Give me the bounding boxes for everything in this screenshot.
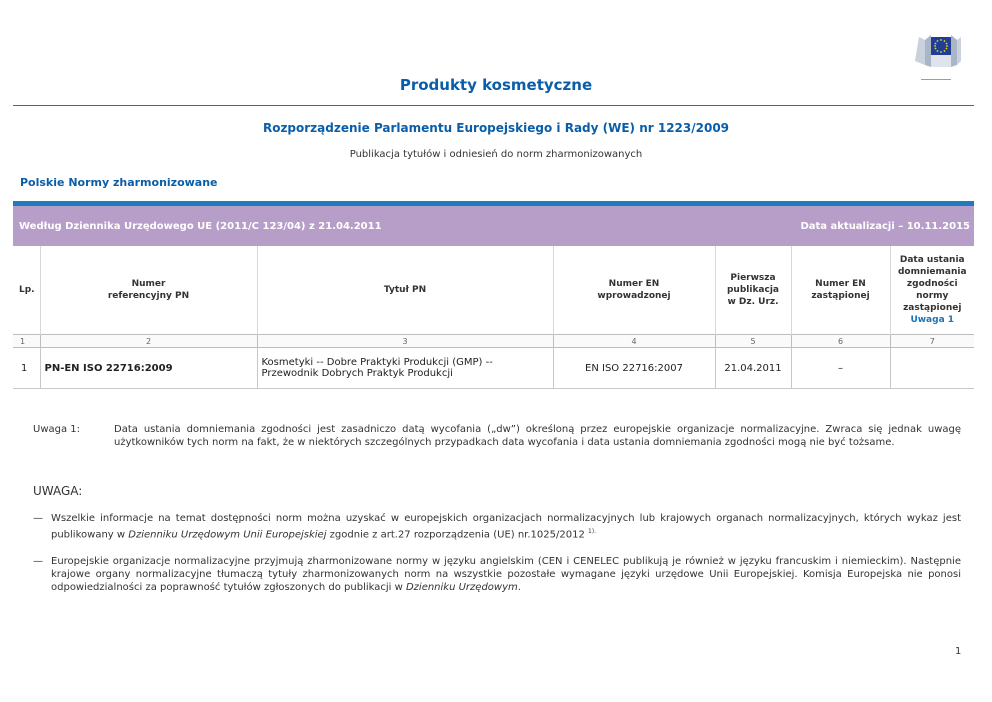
table-header-row [13, 246, 974, 335]
regulation-title: Rozporządzenie Parlamentu Europejskiego i Rady (WE) nr 1223/2009 [262, 121, 730, 135]
eu-commission-logo-icon [913, 31, 963, 71]
column-number: 3 [257, 335, 553, 348]
page-number: 1 [955, 646, 962, 657]
col-header-first-publication: Pierwsza publikacja w Dz. Urz. [715, 246, 791, 335]
bullet-dash: — [33, 513, 43, 524]
table-header-band [13, 206, 974, 246]
note-1-label: Uwaga 1: [33, 424, 81, 435]
notice-text-2: Europejskie organizacje normalizacyjne przyjmują zharmonizowane normy w języku angielskim (CEN i CENELEC publikują je również w języku francuskim i niemieckim). Następnie krajowe organy normalizacyjne tłumaczą tytuły zharmonizowanych norm na wszystkie pozostałe wymagane języki urzędowe Unii Europejskiej. Komisja Europejska nie ponosi odpowiedzialności za poprawność tytułów zgłoszonych do publikacji w Dzienniku Urzędowym. [51, 556, 961, 593]
section-title: Polskie Normy zharmonizowane [20, 176, 218, 189]
notice-text-1: Wszelkie informacje na temat dostępności norm można uzyskać w europejskich organizacjach normalizacyjnych lub krajowych organach normalizacyjnych, których wykaz jest publikowany w Dzienniku Urzędowym Unii Europejskiej zgodnie z art.27 rozporządzenia (UE) nr.1025/2012 $^{1).}$ [51, 513, 961, 541]
column-number: 1 [13, 335, 40, 348]
col-header-lp: Lp. [19, 285, 35, 295]
column-number: 7 [890, 335, 974, 348]
col-header-replaced-en: Numer EN zastąpionej [791, 246, 890, 335]
col-header-en-number: Numer EN wprowadzonej [553, 246, 715, 335]
cell-lp: 1 [13, 348, 40, 389]
column-number-row [13, 335, 974, 348]
column-number: 4 [553, 335, 715, 348]
cell-reference-number: PN-EN ISO 22716:2009 [40, 348, 257, 389]
page-title: Produkty kosmetyczne [399, 76, 593, 94]
publication-subtitle: Publikacja tytułów i odniesień do norm zharmonizowanych [349, 149, 643, 160]
col-header-cessation-date: Data ustania domniemania zgodności normy zastąpionej Uwaga 1 [890, 246, 974, 335]
column-number: 5 [715, 335, 791, 348]
bullet-dash: — [33, 556, 43, 567]
notice-bullet-2 [33, 555, 961, 594]
col-header-reference-number: Numer referencyjny PN [40, 246, 257, 335]
uwaga-heading: UWAGA: [33, 484, 83, 498]
update-date: Data aktualizacji – 10.11.2015 [800, 220, 970, 232]
cell-title: Kosmetyki -- Dobre Praktyki Produkcji (GMP) -- Przewodnik Dobrych Praktyk Produkcji [257, 348, 553, 389]
cell-cessation-date [890, 348, 974, 389]
notice-bullet-1 [33, 512, 961, 541]
note-1-reference: Uwaga 1 [910, 315, 955, 325]
note-1-text: Data ustania domniemania zgodności jest zasadniczo datą wycofania („dw”) określoną przez europejskie organizacje normalizacyjne. Zwraca się jednak uwagę użytkowników tych norm na fakt, że w niektórych szczególnych przypadkach data wycofania i data ustania domniemania zgodności mogą nie być tożsame. [114, 424, 961, 448]
title-divider [13, 105, 974, 106]
column-number: 2 [40, 335, 257, 348]
col-header-title: Tytuł PN [257, 246, 553, 335]
cell-first-publication: 21.04.2011 [715, 348, 791, 389]
column-number: 6 [791, 335, 890, 348]
note-1 [33, 423, 961, 449]
norms-table [13, 246, 974, 389]
table-row [13, 348, 974, 389]
norms-table-container [13, 201, 974, 389]
cell-en-number: EN ISO 22716:2007 [553, 348, 715, 389]
journal-reference: Według Dziennika Urzędowego UE (2011/C 123/04) z 21.04.2011 [19, 220, 382, 232]
cell-replaced-en: – [791, 348, 890, 389]
